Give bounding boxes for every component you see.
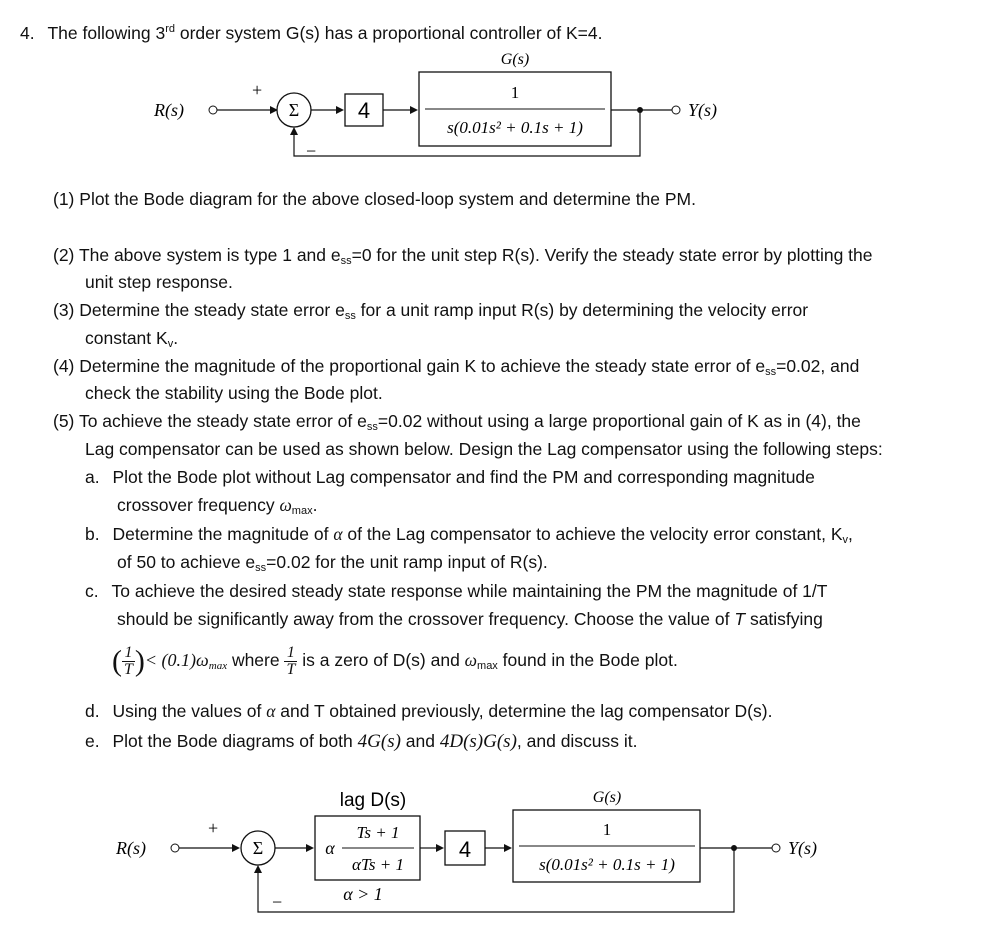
d2-lag-alpha: α bbox=[325, 838, 335, 858]
d2-output-node bbox=[772, 844, 780, 852]
d2-input-label: R(s) bbox=[116, 838, 146, 858]
step-c-where: where bbox=[227, 650, 285, 670]
step-a bbox=[85, 466, 815, 488]
q3-text-a: Determine the steady state error e bbox=[79, 300, 345, 320]
step-d-alpha: α bbox=[266, 701, 276, 721]
q5-text-b: =0.02 without using a large proportional gain of K as in (4), the bbox=[377, 411, 861, 431]
q3-line2-b: . bbox=[173, 328, 179, 348]
step-a-line2-b: . bbox=[312, 495, 318, 515]
step-c-line2-T: T bbox=[734, 609, 746, 629]
step-c-line1: To achieve the desired steady state response while maintaining the PM the magnitude of 1/T bbox=[111, 581, 828, 601]
problem-intro-sup: rd bbox=[165, 23, 175, 35]
step-c-line3-b: found in the Bode plot. bbox=[497, 650, 678, 670]
step-c-line3-omega: ω bbox=[464, 650, 478, 670]
d2-sum-symbol: Σ bbox=[252, 838, 264, 858]
step-e-a: Plot the Bode diagrams of both bbox=[112, 731, 358, 751]
step-c bbox=[85, 580, 827, 602]
d2-gain-arrow bbox=[436, 844, 444, 852]
step-d-label: d. bbox=[85, 701, 100, 721]
q5-line2: Lag compensator can be used as shown below. Design the Lag compensator using the following steps: bbox=[85, 439, 883, 459]
q3-text-b: for a unit ramp input R(s) by determining the velocity error bbox=[355, 300, 809, 320]
step-c-line3: is a zero of D(s) and bbox=[297, 650, 465, 670]
step-e-b: and bbox=[400, 731, 440, 751]
left-paren: ( bbox=[112, 644, 122, 678]
q4-text-b: =0.02, and bbox=[776, 356, 860, 376]
step-e bbox=[85, 730, 638, 753]
q4-line2: check the stability using the Bode plot. bbox=[85, 383, 383, 403]
ineq-frac-den: T bbox=[124, 660, 133, 678]
step-a-omega: ω bbox=[279, 495, 292, 515]
q3-line2-sub: v bbox=[167, 338, 174, 350]
block-diagram-2 bbox=[100, 780, 860, 930]
d2-input-arrow bbox=[232, 844, 240, 852]
q4-sub: ss bbox=[765, 366, 777, 378]
d2-g-label: G(s) bbox=[592, 789, 622, 806]
question-5 bbox=[53, 410, 861, 438]
d2-minus-sign: − bbox=[272, 892, 283, 912]
problem-number: 4. bbox=[20, 23, 35, 43]
step-b-line2 bbox=[117, 551, 548, 579]
where-fraction bbox=[284, 645, 297, 678]
step-b bbox=[85, 523, 853, 551]
problem-heading bbox=[20, 18, 602, 44]
q4-text-a: Determine the magnitude of the proportional gain K to achieve the steady state error of e bbox=[79, 356, 766, 376]
step-c-line2 bbox=[117, 608, 823, 630]
step-b-line1-sub: v bbox=[842, 534, 848, 546]
step-d-a: Using the values of bbox=[112, 701, 267, 721]
d1-plant-arrow bbox=[410, 106, 418, 114]
d1-plant-denominator: s(0.01s² + 0.1s + 1) bbox=[447, 118, 583, 137]
q3-number: (3) bbox=[53, 300, 75, 320]
step-a-line2 bbox=[117, 494, 317, 522]
ineq-frac-num: 1 bbox=[122, 645, 135, 662]
d2-lag-numerator: Ts + 1 bbox=[356, 823, 400, 842]
d2-input-node bbox=[171, 844, 179, 852]
q5-text-a: To achieve the steady state error of e bbox=[78, 411, 367, 431]
d2-lag-denominator: αTs + 1 bbox=[352, 855, 404, 874]
ineq-rhs: < (0.1)ω bbox=[144, 650, 209, 670]
block-diagram-1 bbox=[140, 42, 760, 172]
step-e-c: , and discuss it. bbox=[516, 731, 638, 751]
step-a-omega-sub: max bbox=[291, 505, 313, 517]
d1-input-node bbox=[209, 106, 217, 114]
step-b-line1-a: Determine the magnitude of bbox=[112, 524, 334, 544]
question-1 bbox=[53, 188, 696, 210]
d2-gain-value: 4 bbox=[458, 837, 472, 862]
d1-output-node bbox=[672, 106, 680, 114]
d2-feedback-arrow bbox=[254, 865, 262, 873]
d1-feedback-arrow bbox=[290, 127, 298, 135]
step-b-alpha: α bbox=[333, 524, 343, 544]
step-c-line3-sub: max bbox=[477, 660, 498, 672]
d2-plant-denominator: s(0.01s² + 0.1s + 1) bbox=[539, 855, 675, 874]
q2-text-b: =0 for the unit step R(s). Verify the steady state error by plotting the bbox=[351, 245, 873, 265]
step-b-label: b. bbox=[85, 524, 100, 544]
q4-number: (4) bbox=[53, 356, 75, 376]
q2-number: (2) bbox=[53, 245, 75, 265]
d2-plus-sign: + bbox=[208, 818, 219, 838]
d2-lag-label: lag D(s) bbox=[339, 790, 407, 811]
q5-number: (5) bbox=[53, 411, 75, 431]
step-d bbox=[85, 700, 772, 722]
d1-input-label: R(s) bbox=[154, 100, 184, 120]
question-3 bbox=[53, 299, 808, 327]
d2-plant-numerator: 1 bbox=[602, 820, 612, 839]
d2-plant-arrow bbox=[504, 844, 512, 852]
step-a-line1: Plot the Bode plot without Lag compensator and find the PM and corresponding magnitude bbox=[112, 467, 815, 487]
q2-line2: unit step response. bbox=[85, 272, 233, 292]
question-4 bbox=[53, 355, 859, 383]
d1-gain-arrow bbox=[336, 106, 344, 114]
d1-output-label: Y(s) bbox=[688, 100, 718, 120]
step-b-line2-b: =0.02 for the unit ramp input of R(s). bbox=[266, 552, 548, 572]
problem-intro-b: order system G(s) has a proportional controller of K=4. bbox=[174, 23, 603, 43]
problem-intro-a: The following 3 bbox=[47, 23, 166, 43]
step-d-b: and T obtained previously, determine the lag compensator D(s). bbox=[275, 701, 773, 721]
step-e-label: e. bbox=[85, 731, 100, 751]
d1-plant-numerator: 1 bbox=[510, 83, 520, 102]
q5-sub: ss bbox=[366, 421, 378, 433]
step-e-expr1: 4G(s) bbox=[357, 731, 401, 752]
where-frac-den: T bbox=[286, 660, 296, 678]
step-a-label: a. bbox=[85, 467, 100, 487]
d2-alpha-condition: α > 1 bbox=[343, 884, 383, 904]
ineq-rhs-sub: max bbox=[208, 660, 228, 672]
step-a-line2-a: crossover frequency bbox=[117, 495, 280, 515]
q2-sub: ss bbox=[340, 255, 352, 267]
question-2 bbox=[53, 244, 873, 272]
step-b-line2-a: of 50 to achieve e bbox=[117, 552, 256, 572]
step-b-line1-b: of the Lag compensator to achieve the velocity error constant, K bbox=[342, 524, 843, 544]
d2-output-label: Y(s) bbox=[788, 838, 818, 858]
step-b-line2-sub: ss bbox=[255, 562, 267, 574]
q3-line2-a: constant K bbox=[85, 328, 168, 348]
d1-g-label: G(s) bbox=[500, 51, 530, 68]
step-c-inequality-line bbox=[112, 640, 678, 680]
step-c-line2-a: should be significantly away from the crossover frequency. Choose the value of bbox=[117, 609, 735, 629]
d1-plus-sign: + bbox=[252, 80, 263, 100]
d2-lag-arrow bbox=[306, 844, 314, 852]
step-c-line2-b: satisfying bbox=[745, 609, 823, 629]
ineq-fraction bbox=[122, 645, 135, 678]
q1-number: (1) bbox=[53, 189, 75, 209]
q1-text: Plot the Bode diagram for the above closed-loop system and determine the PM. bbox=[79, 189, 696, 209]
q3-line2 bbox=[85, 327, 178, 355]
step-b-line1-c: , bbox=[848, 524, 853, 544]
q3-sub: ss bbox=[344, 310, 356, 322]
step-c-label: c. bbox=[85, 581, 99, 601]
step-e-expr2: 4D(s)G(s) bbox=[439, 731, 517, 752]
q2-text-a: The above system is type 1 and e bbox=[78, 245, 341, 265]
where-frac-num: 1 bbox=[284, 645, 297, 662]
d1-sum-symbol: Σ bbox=[288, 100, 300, 120]
d1-gain-value: 4 bbox=[357, 98, 371, 123]
d1-minus-sign: − bbox=[306, 141, 317, 161]
right-paren: ) bbox=[134, 644, 145, 678]
